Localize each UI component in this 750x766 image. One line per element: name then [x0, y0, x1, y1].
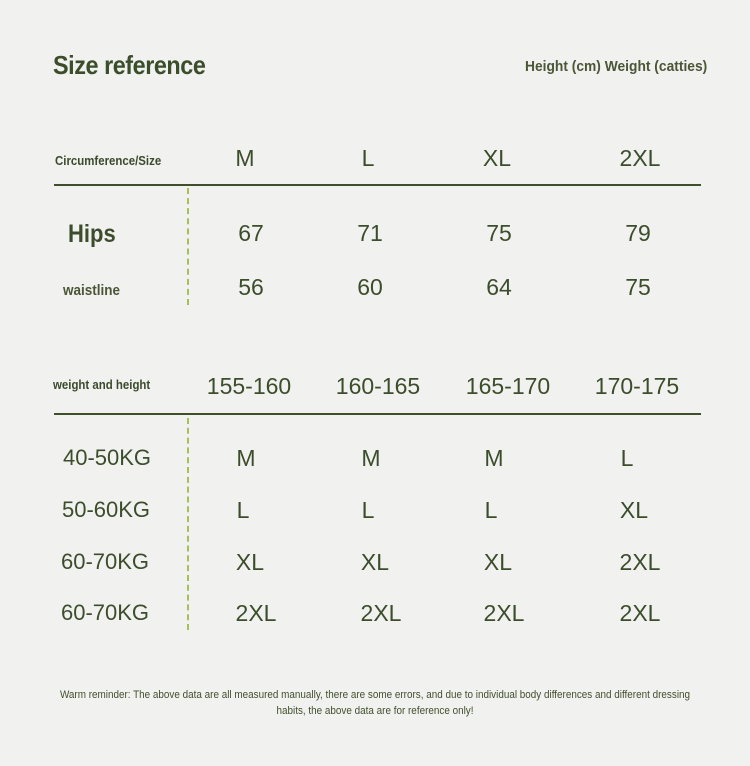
table-cell: XL: [619, 497, 649, 523]
table2-header-label: weight and height: [53, 377, 151, 392]
table-cell: XL: [360, 549, 390, 575]
row-label-hips: Hips: [68, 220, 116, 248]
table-cell: 2XL: [619, 549, 661, 575]
table2-col-155-160: 155-160: [206, 373, 292, 399]
table-cell: 56: [238, 274, 264, 300]
table-cell: L: [236, 497, 250, 523]
row-label-weight: 60-70KG: [60, 549, 150, 574]
table-cell: 67: [238, 220, 264, 246]
table1-dashed-separator: [187, 188, 189, 305]
table2-dashed-separator: [187, 418, 189, 630]
table-cell: 79: [625, 220, 651, 246]
table2-col-165-170: 165-170: [465, 373, 551, 399]
row-label-waistline: waistline: [63, 282, 121, 299]
units-note: Height (cm) Weight (catties): [525, 58, 708, 75]
row-label-weight: 60-70KG: [60, 600, 150, 625]
table-cell: XL: [235, 549, 265, 575]
table2-divider: [54, 413, 701, 415]
table1-divider: [54, 184, 701, 186]
table-cell: M: [361, 445, 381, 471]
table-cell: 75: [625, 274, 651, 300]
table-cell: 60: [357, 274, 383, 300]
table-cell: 2XL: [619, 600, 661, 626]
table1-col-xl: XL: [482, 145, 512, 171]
table-cell: 2XL: [235, 600, 277, 626]
table1-header-label: Circumference/Size: [55, 153, 162, 168]
table-cell: 64: [486, 274, 512, 300]
table-cell: M: [236, 445, 256, 471]
row-label-weight: 50-60KG: [61, 497, 151, 522]
table2-col-160-165: 160-165: [335, 373, 421, 399]
table1-col-2xl: 2XL: [619, 145, 661, 171]
table2-col-170-175: 170-175: [594, 373, 680, 399]
table-cell: 2XL: [483, 600, 525, 626]
row-label-weight: 40-50KG: [62, 445, 152, 470]
warm-reminder-note: Warm reminder: The above data are all measured manually, there are some errors, and due to individual body differences and different dressing habits, the above data are for reference only!: [59, 689, 691, 717]
table-cell: XL: [483, 549, 513, 575]
table1-col-m: M: [235, 145, 255, 171]
table-cell: 71: [357, 220, 383, 246]
table1-col-l: L: [361, 145, 375, 171]
page-title: Size reference: [53, 50, 206, 80]
table-cell: L: [620, 445, 634, 471]
table-cell: 75: [486, 220, 512, 246]
table-cell: 2XL: [360, 600, 402, 626]
table-cell: L: [361, 497, 375, 523]
table-cell: M: [484, 445, 504, 471]
table-cell: L: [484, 497, 498, 523]
